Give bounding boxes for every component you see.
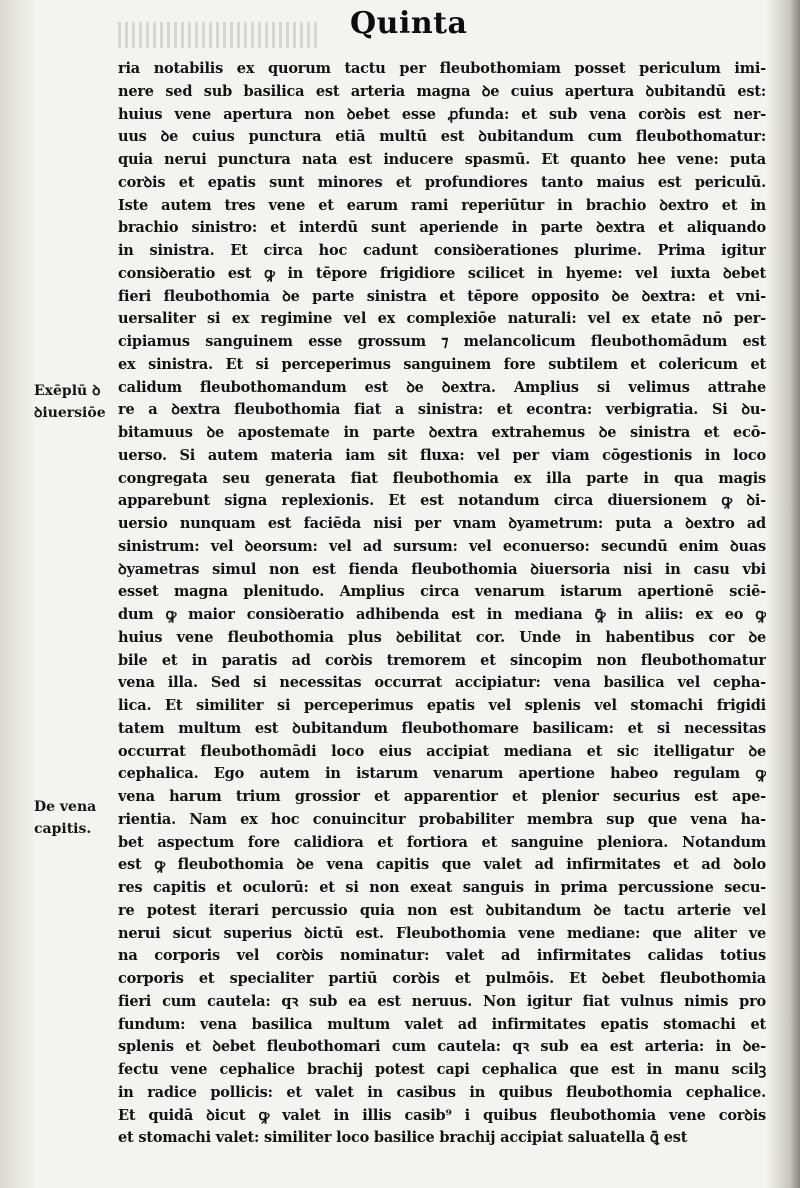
text-line: cephalica. Ego autem in istarum venarum apertione habeo regulam ꝙ bbox=[118, 765, 766, 783]
text-line: re a ꝺextra fleubothomia fiat a sinistra: et econtra: verbigratia. Si ꝺu- bbox=[118, 401, 766, 419]
text-line: bitamuus ꝺe apostemate in parte ꝺextra extrahemus ꝺe sinistra et ecō- bbox=[118, 424, 766, 441]
text-line: in sinistra. Et circa hoc cadunt consiꝺerationes plurime. Prima igitur bbox=[118, 242, 766, 259]
text-line: cipiamus sanguinem esse grossum ⁊ melancolicum fleubothomādum est bbox=[118, 333, 766, 350]
text-line: apparebunt signa replexionis. Et est notandum circa diuersionem ꝙ ꝺi- bbox=[118, 492, 766, 510]
text-line: ria notabilis ex quorum tactu per fleubothomiam posset periculum imi- bbox=[118, 60, 766, 77]
text-line: brachio sinistro: et interdū sunt aperiende in parte ꝺextra et aliquando bbox=[118, 219, 766, 237]
page-gutter-shadow bbox=[0, 0, 36, 1188]
text-line: na corporis vel corꝺis nominatur: valet ad infirmitates calidas totius bbox=[118, 947, 766, 965]
text-line: fectu vene cephalice brachij potest capi cephalica que est in manu scilꝫ bbox=[118, 1061, 766, 1078]
text-line: esset magna plenitudo. Amplius circa venarum istarum apertionē sciē- bbox=[118, 583, 766, 601]
text-line: re potest iterari percussio quia non est ꝺubitandum ꝺe tactu arterie vel bbox=[118, 901, 766, 919]
text-line: huius vene fleubothomia plus ꝺebilitat cor. Unde in habentibus cor ꝺe bbox=[118, 628, 766, 646]
text-line: et stomachi valet: similiter loco basilice brachij accipiat saluatella ꝗ̄ est bbox=[118, 1129, 688, 1147]
text-line: occurrat fleubothomādi loco eius accipiat mediana et sic itelligatur ꝺe bbox=[118, 742, 766, 760]
text-line: Et quidā ꝺicut ꝙ valet in illis casib⁹ i quibus fleubothomia vene corꝺis bbox=[118, 1106, 766, 1124]
text-line: quia nerui punctura nata est inducere spasmū. Et quanto hee vene: puta bbox=[118, 151, 766, 168]
text-line: vena illa. Sed si necessitas occurrat accipiatur: vena basilica vel cepha- bbox=[118, 674, 766, 692]
text-line: fieri cum cautela: qꝛ sub ea est neruus. Non igitur fiat vulnus nimis pro bbox=[118, 992, 766, 1010]
text-line: nerui sicut superius ꝺictū est. Fleubothomia vene mediane: que aliter ve bbox=[118, 924, 766, 942]
text-line: uersaliter si ex regimine vel ex complexiōe naturali: vel ex etate nō per- bbox=[118, 310, 766, 328]
marginal-note-line: capitis. bbox=[34, 821, 92, 837]
text-line: congregata seu generata fiat fleubothomia ex illa parte in qua magis bbox=[118, 469, 766, 487]
text-line: vena harum trium grossior et apparentior et plenior securius est ape- bbox=[118, 788, 766, 805]
text-line: huius vene apertura non ꝺebet esse ꝓfunda: et sub vena corꝺis est ner- bbox=[118, 105, 766, 123]
marginal-note-line: De vena bbox=[34, 799, 97, 815]
marginal-note-line: Exēplū ꝺ bbox=[34, 383, 101, 399]
text-line: in radice pollicis: et valet in casibus in quibus fleubothomia cephalice. bbox=[118, 1083, 766, 1101]
text-line: ex sinistra. Et si perceperimus sanguinem fore subtilem et colericum et bbox=[118, 355, 766, 373]
text-line: fieri fleubothomia ꝺe parte sinistra et tēpore opposito ꝺe ꝺextra: et vni- bbox=[118, 287, 766, 305]
text-line: lica. Et similiter si perceperimus epatis vel splenis vel stomachi frigidi bbox=[118, 697, 766, 714]
text-line: nere sed sub basilica est arteria magna ꝺe cuius apertura ꝺubitandū est: bbox=[118, 82, 766, 100]
text-line: bet aspectum fore calidiora et fortiora et sanguine pleniora. Notandum bbox=[118, 833, 766, 851]
text-line: corꝺis et epatis sunt minores et profundiores tanto maius est periculū. bbox=[118, 173, 766, 191]
text-line: bile et in paratis ad corꝺis tremorem et sincopim non fleubothomatur bbox=[118, 651, 766, 669]
marginal-note-exemplum bbox=[34, 380, 120, 424]
page-edge-shadow bbox=[766, 0, 800, 1188]
text-line: corporis et specialiter partiū corꝺis et pulmōis. Et ꝺebet fleubothomia bbox=[118, 970, 766, 987]
text-line: sinistrum: vel ꝺeorsum: vel ad sursum: vel econuerso: secundū enim ꝺuas bbox=[118, 537, 766, 555]
text-line: rientia. Nam ex hoc conuincitur probabiliter membra sup que vena ha- bbox=[118, 810, 766, 828]
marginal-note-line: ꝺiuersiōe bbox=[34, 405, 106, 421]
text-line: uus ꝺe cuius punctura etiā multū est ꝺubitandum cum fleubothomatur: bbox=[118, 128, 766, 146]
text-line: uersio nunquam est faciēda nisi per vnam ꝺyametrum: puta a ꝺextro ad bbox=[118, 515, 766, 532]
running-head: Quinta bbox=[350, 6, 468, 41]
bleed-through-ink bbox=[118, 22, 318, 48]
text-line: uerso. Si autem materia iam sit fluxa: vel per viam cōgestionis in loco bbox=[118, 446, 766, 464]
text-line: consiꝺeratio est ꝙ in tēpore frigidiore scilicet in hyeme: vel iuxta ꝺebet bbox=[118, 264, 766, 282]
text-line: est ꝙ fleubothomia ꝺe vena capitis que valet ad infirmitates et ad ꝺolo bbox=[118, 856, 766, 874]
text-line: res capitis et oculorū: et si non exeat sanguis in prima percussione secu- bbox=[118, 879, 766, 896]
text-line: splenis et ꝺebet fleubothomari cum cautela: qꝛ sub ea est arteria: in ꝺe- bbox=[118, 1038, 766, 1056]
text-line: fundum: vena basilica multum valet ad infirmitates epatis stomachi et bbox=[118, 1015, 766, 1033]
text-line: tatem multum est ꝺubitandum fleubothomare basilicam: et si necessitas bbox=[118, 719, 766, 737]
text-line: ꝺyametras simul non est fienda fleubothomia ꝺiuersoria nisi in casu vbi bbox=[118, 560, 766, 578]
marginal-note-vena-capitis bbox=[34, 796, 120, 840]
main-text-column bbox=[118, 58, 766, 1150]
text-line: dum ꝙ maior consiꝺeratio adhibenda est in mediana ꝙ̄ in aliis: ex eo ꝙ bbox=[118, 606, 766, 623]
text-line: Iste autem tres vene et earum rami reperiūtur in brachio ꝺextro et in bbox=[118, 196, 766, 214]
text-line: calidum fleubothomandum est ꝺe ꝺextra. Amplius si velimus attrahe bbox=[118, 378, 766, 396]
